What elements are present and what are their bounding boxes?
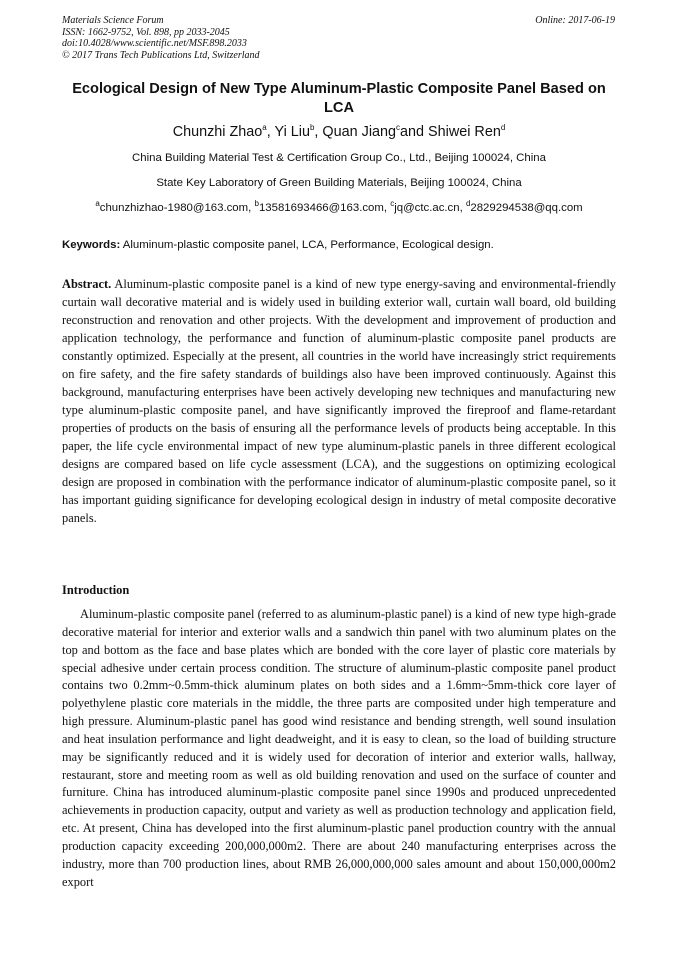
affiliation-1: China Building Material Test & Certification Group Co., Ltd., Beijing 100024, China xyxy=(132,152,546,164)
affiliation-2: State Key Laboratory of Green Building Materials, Beijing 100024, China xyxy=(156,177,522,189)
author-name: Quan Jiang xyxy=(322,124,397,140)
email-link[interactable]: 2829294538@qq.com xyxy=(470,202,583,214)
author-name: Yi Liu xyxy=(274,124,310,140)
online-date: Online: 2017-06-19 xyxy=(535,15,615,26)
email-link[interactable]: jq@ctc.ac.cn xyxy=(394,202,460,214)
copyright-line: © 2017 Trans Tech Publications Ltd, Switzerland xyxy=(62,49,260,61)
journal-name: Materials Science Forum xyxy=(62,15,164,26)
email-link[interactable]: chunzhizhao-1980@163.com xyxy=(99,202,249,214)
author-list xyxy=(62,122,616,142)
author-emails xyxy=(62,201,616,215)
author-sep: , xyxy=(314,124,323,140)
keywords-label: Keywords: xyxy=(62,239,121,251)
introduction-paragraph: Aluminum-plastic composite panel (referred to as aluminum-plastic panel) is a kind of new type high-grade decorative material for interior and exterior walls and a sandwich thin panel with two aluminum plates on the top and bottom as the face and base plates which are bonded with the core layer of plastic core materials by special adhesive under certain process condition. The structure of aluminum-plastic composite panel product contains two 0.2mm~0.5mm-thick aluminum plates on both sides and a 1.6mm~5mm-thick core layer of polyethylene plastic core materials in the middle, the three parts are composited under high temperature and high pressure. Aluminum-plastic panel has good wind resistance and bending strength, well sound insulation and heat insulation performance and light deadweight, and it is easy to clean, so the load of building structure may be significantly reduced and it is widely used for decoration of interior and exterior walls, hallway, restaurant, store and meeting room as well as old building renovation and used on the surface of counter and furniture. China has introduced aluminum-plastic composite panel since 1990s and produced unprecedented achievements in production capacity, output and variety as well as production technology and application field, etc. At present, China has developed into the first aluminum-plastic panel production country with the annual production capacity exceeding 200,000,000m2. There are about 240 manufacturing enterprises across the industry, more than 700 production lines, about RMB 26,000,000,000 sales amount and about 150,000,000m2 export xyxy=(62,607,616,889)
section-heading-introduction: Introduction xyxy=(62,583,130,597)
email-sup: d xyxy=(465,199,471,209)
journal-meta xyxy=(62,15,260,61)
email-link[interactable]: 13581693466@163.com xyxy=(258,202,384,214)
email-sep: , xyxy=(248,202,255,214)
author-name: Chunzhi Zhao xyxy=(172,124,263,140)
author-sep: , xyxy=(266,124,275,140)
paper-title: Ecological Design of New Type Aluminum-Plastic Composite Panel Based on LCA xyxy=(72,81,606,116)
abstract-paragraph xyxy=(62,275,616,527)
author-sep: and xyxy=(400,124,429,140)
email-sep: , xyxy=(459,202,466,214)
email-sep: , xyxy=(383,202,391,214)
doi-line: doi:10.4028/www.scientific.net/MSF.898.2033 xyxy=(62,38,247,49)
author-sup: a xyxy=(262,123,267,133)
email-sup: c xyxy=(390,199,395,209)
abstract-text: Aluminum-plastic composite panel is a kind of new type energy-saving and environmental-friendly curtain wall decorative material and is widely used in building exterior wall, curtain wall board, old building reconstruction and renovation and other projects. With the development and improvement of production and application technology, the performance and function of aluminum-plastic composite panel products are constantly optimized. Especially at the present, all countries in the world have increasingly strict requirements on fire safety, and the fire safety standards of buildings also have been improved continuously. Against this background, manufacturing enterprises have been actively developing new techniques and manufacturing new type aluminum-plastic composite panel, and have significantly improved the fireproof and flame-retardant properties of products on the basis of ensuring all the performance levels of products being acceptable. In this paper, the life cycle environmental impact of new type aluminum-plastic panels in three different ecological designs are compared based on life cycle assessment (LCA), and the suggestions on optimizing ecological design are proposed in combination with the performance indicator of aluminum-plastic composite panel, so it has important guiding significance for developing ecological design in industry of metal composite decorative panels. xyxy=(62,277,616,525)
author-sup: d xyxy=(500,123,506,133)
author-sup: b xyxy=(309,123,315,133)
author-name: Shiwei Ren xyxy=(428,124,501,140)
author-sup: c xyxy=(396,123,401,133)
email-sup: b xyxy=(254,199,259,209)
issn-line: ISSN: 1662-9752, Vol. 898, pp 2033-2045 xyxy=(62,26,230,38)
keywords-line xyxy=(62,238,616,252)
abstract-label: Abstract. xyxy=(62,277,112,291)
keywords-text: Aluminum-plastic composite panel, LCA, Performance, Ecological design. xyxy=(120,239,494,251)
email-sup: a xyxy=(95,199,100,209)
